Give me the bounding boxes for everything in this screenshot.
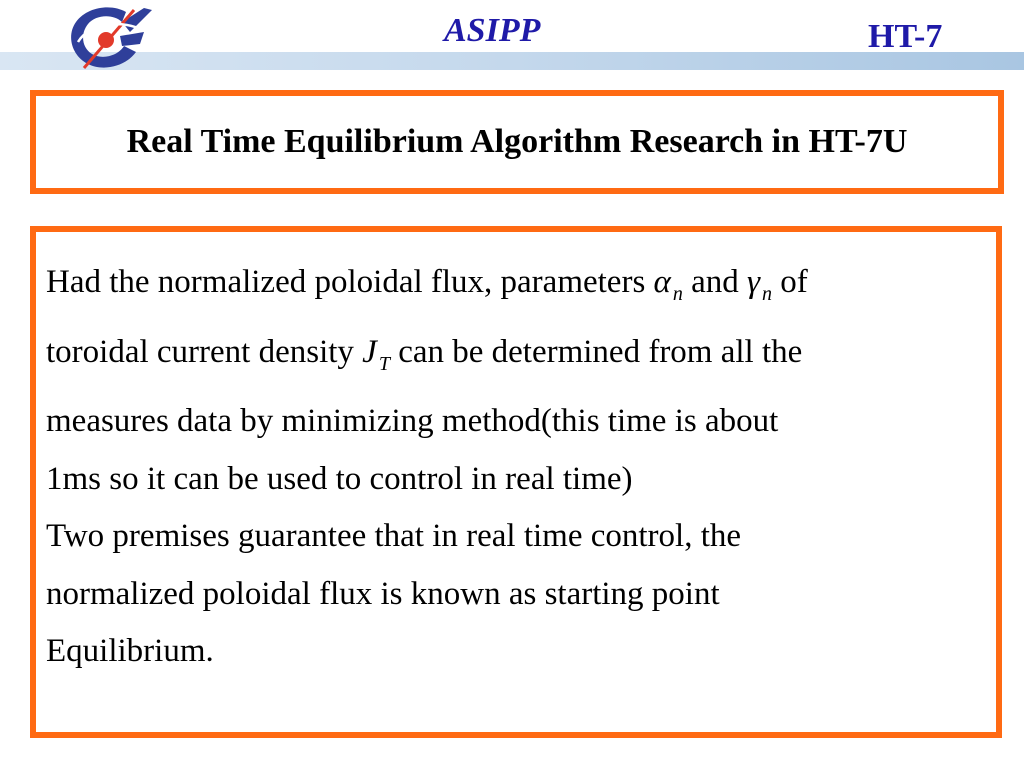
text-segment: Had the normalized poloidal flux, parameters	[46, 264, 654, 300]
math-subscript: T	[378, 352, 390, 375]
text-segment: and	[682, 264, 748, 300]
math-symbol: α	[653, 264, 671, 300]
math-subscript: n	[762, 283, 773, 305]
asipp-logo-icon	[64, 2, 160, 74]
text-line: normalized poloidal flux is known as starting point	[46, 575, 720, 612]
text-line: Two premises guarantee that in real time control, the	[46, 518, 742, 554]
math-symbol: J	[362, 333, 377, 370]
text-segment: of	[772, 264, 808, 300]
text-line: Equilibrium.	[46, 633, 214, 669]
current-density-symbol	[362, 333, 390, 375]
text-line: measures data by minimizing method(this time is about	[46, 403, 779, 439]
math-symbol: γ	[747, 264, 761, 300]
org-name: ASIPP	[444, 12, 541, 49]
text-segment: can be determined from all the	[389, 333, 803, 370]
slide-title: Real Time Equilibrium Algorithm Research in HT-7U	[126, 123, 908, 160]
text-line	[46, 324, 976, 394]
alpha-symbol	[653, 264, 683, 305]
title-box	[30, 90, 1004, 194]
paragraph-premises	[46, 508, 976, 681]
text-line	[46, 254, 976, 324]
math-subscript: n	[672, 283, 683, 305]
device-name: HT-7	[868, 18, 943, 55]
content-box	[30, 226, 1002, 738]
content-text	[46, 254, 976, 681]
text-segment: toroidal current density	[46, 333, 363, 370]
gamma-symbol	[747, 264, 773, 305]
paragraph-equilibrium-parameters	[46, 254, 976, 508]
text-line: 1ms so it can be used to control in real time)	[46, 460, 633, 497]
